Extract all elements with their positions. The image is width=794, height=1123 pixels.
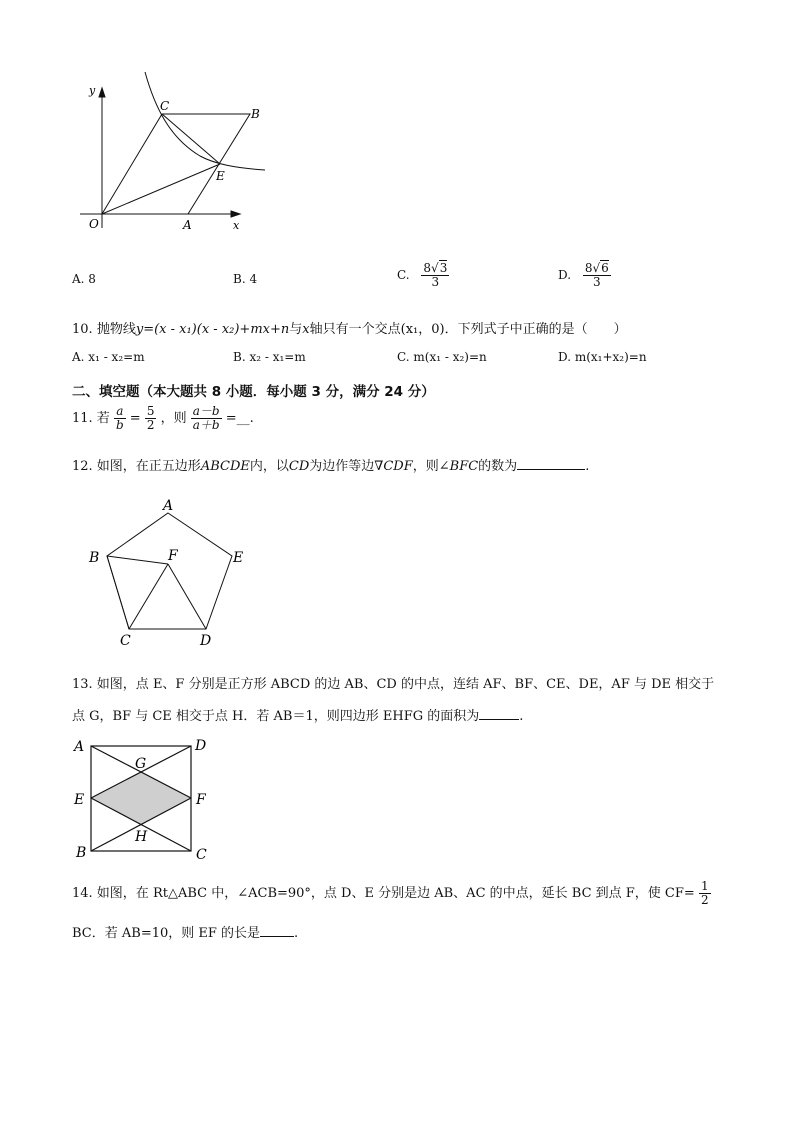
label-c: C [160,99,170,113]
question-10: 10. 抛物线y=(x - x₁)(x - x₂)+mx+n与x轴只有一个交点(x₁，0)．下列式子中正确的是（ ） [72,322,627,337]
pentagon [107,513,232,629]
question-12: 12. 如图，在正五边形ABCDE内，以CD为边作等边∇CDF，则∠BFC的数为 . [72,459,590,474]
figure-q9 [75,68,275,238]
label-d: D [200,633,212,649]
label-d: D [195,738,207,754]
shaded-quadrilateral-ehfg [91,772,191,824]
label-g: G [135,756,147,772]
label-a: A [183,218,192,232]
q10-option-a[interactable]: A. x₁ - x₂=m [72,350,145,364]
section-header: 二、填空题（本大题共 8 小题．每小题 3 分，满分 24 分） [72,384,435,400]
answer-blank[interactable] [479,719,519,720]
label-c: C [120,633,131,649]
label-e: E [216,169,225,183]
label-x: x [233,219,240,232]
label-h: H [135,829,148,845]
answer-blank[interactable] [517,469,585,470]
parallelogram-oabc [102,114,250,214]
option-c-prefix: C. [397,268,410,282]
figure-q12 [85,495,255,650]
option-d-prefix: D. [558,268,572,282]
q9-option-b[interactable]: B. 4 [233,272,258,286]
label-e: E [233,550,244,566]
label-e: E [74,792,85,808]
label-f: F [168,548,178,564]
q9-option-c[interactable]: C. $\frac{8√3}{3}$ [397,261,448,289]
label-f: F [196,792,206,808]
question-11: 11. 若 $\frac{a}{b}$ = $\frac{5}{2}$ ，则 $\frac{a-b}{a+b}$ =__. [72,404,254,432]
question-13-line2: 点 G，BF 与 CE 相交于点 H．若 AB＝1，则四边形 EHFG 的面积为 . [72,709,524,724]
label-c: C [196,847,207,863]
hyperbola-curve [145,72,265,170]
label-o: O [89,217,99,231]
question-14-line2: BC．若 AB=10，则 EF 的长是 . [72,926,299,941]
q10-option-b[interactable]: B. x₂ - x₁=m [233,350,306,364]
label-a: A [163,498,174,514]
q9-option-d[interactable]: D. $\frac{8√6}{3}$ [558,261,609,289]
q9-option-a[interactable]: A. 8 [72,272,96,286]
label-b: B [76,845,87,861]
question-14-line1: 14. 如图，在 Rt△ABC 中，∠ACB=90°，点 D、E 分别是边 AB、AC 的中点，延长 BC 到点 F，使 CF= $\frac{1}{2}$ [72,879,709,907]
label-b: B [251,107,260,121]
figure-q13 [70,735,220,865]
label-b: B [89,550,100,566]
q10-option-c[interactable]: C. m(x₁ - x₂)=n [397,350,487,364]
label-a: A [74,739,85,755]
question-13-line1: 13. 如图，点 E、F 分别是正方形 ABCD 的边 AB、CD 的中点，连结 AF、BF、CE、DE，AF 与 DE 相交于 [72,677,715,692]
answer-blank[interactable] [260,936,294,937]
q10-option-d[interactable]: D. m(x₁+x₂)=n [558,350,647,364]
label-y: y [89,84,96,97]
